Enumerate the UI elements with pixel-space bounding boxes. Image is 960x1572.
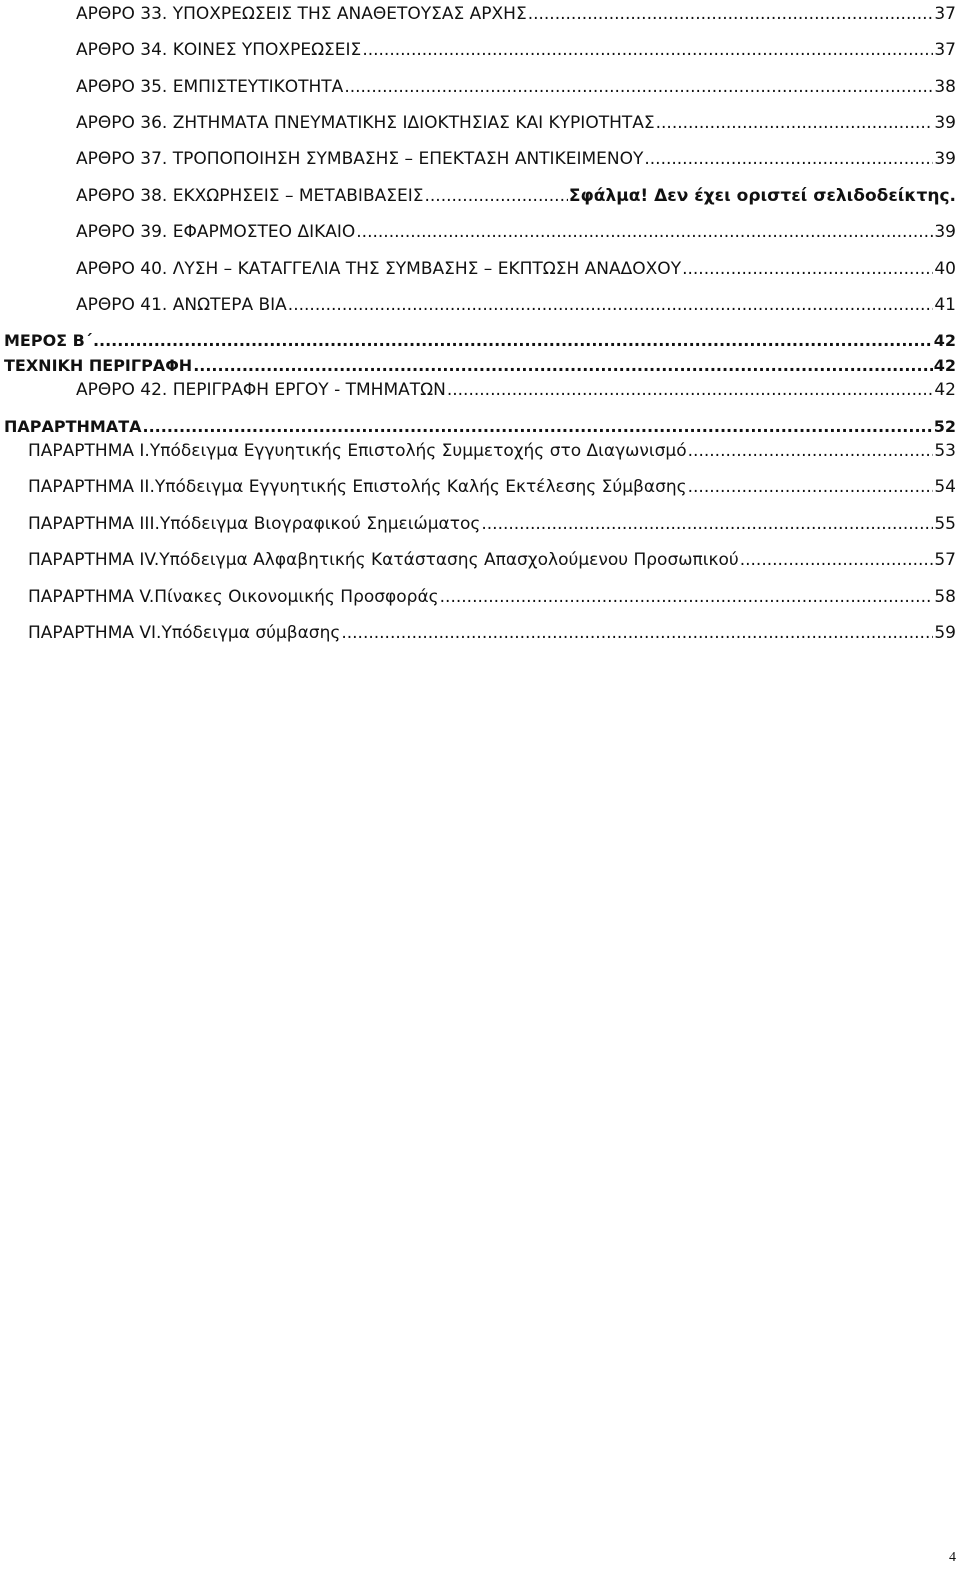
toc-entry[interactable] (76, 113, 956, 133)
toc-title: ΑΡΘΡΟ 36. ΖΗΤΗΜΑΤΑ ΠΝΕΥΜΑΤΙΚΗΣ ΙΔΙΟΚΤΗΣΙΑΣ ΚΑΙ ΚΥΡΙΟΤΗΤΑΣ (76, 113, 655, 133)
appendix-number: ΠΑΡΑΡΤΗΜΑ III. (28, 514, 160, 534)
dot-leader (440, 587, 934, 607)
dot-leader (656, 113, 934, 133)
dot-leader (362, 40, 933, 60)
dot-leader (644, 149, 933, 169)
toc-entry[interactable] (76, 295, 956, 315)
toc-page: 59 (934, 623, 956, 643)
toc-page: 41 (934, 295, 956, 315)
dot-leader (356, 222, 933, 242)
toc-entry[interactable] (28, 441, 956, 461)
dot-leader (193, 356, 933, 376)
dot-leader (682, 259, 933, 279)
toc-entry[interactable] (76, 4, 956, 24)
appendix-number: ΠΑΡΑΡΤΗΜΑ IV. (28, 550, 160, 570)
toc-title: Υπόδειγμα σύμβασης (161, 623, 341, 643)
dot-leader (447, 380, 934, 400)
appendix-number: ΠΑΡΑΡΤΗΜΑ V. (28, 587, 155, 607)
toc-entry[interactable] (28, 623, 956, 643)
toc-title: ΤΕΧΝΙΚΗ ΠΕΡΙΓΡΑΦΗ (4, 356, 193, 375)
dot-leader (688, 441, 934, 461)
dot-leader (481, 514, 933, 534)
toc-entry[interactable] (76, 222, 956, 242)
appendix-number: ΠΑΡΑΡΤΗΜΑ VI. (28, 623, 162, 643)
toc-title: Υπόδειγμα Αλφαβητικής Κατάστασης Απασχολούμενου Προσωπικού (159, 550, 739, 570)
appendix-number: ΠΑΡΑΡΤΗΜΑ II. (28, 477, 155, 497)
toc-page: 42 (933, 356, 956, 375)
toc-page: 39 (934, 222, 956, 242)
toc-page: 39 (934, 149, 956, 169)
toc-page: 53 (934, 441, 956, 461)
dot-leader (424, 186, 567, 206)
toc-page: 42 (933, 331, 956, 350)
toc-title: Υπόδειγμα Βιογραφικού Σημειώματος (159, 514, 481, 534)
toc-title: ΑΡΘΡΟ 33. ΥΠΟΧΡΕΩΣΕΙΣ ΤΗΣ ΑΝΑΘΕΤΟΥΣΑΣ ΑΡΧΗΣ (76, 4, 527, 24)
dot-leader (344, 77, 933, 97)
toc-entry[interactable] (76, 149, 956, 169)
toc-entry[interactable] (28, 514, 956, 534)
toc-page: 54 (934, 477, 956, 497)
toc-page: 39 (934, 113, 956, 133)
toc-page: 37 (934, 40, 956, 60)
toc-page: 55 (934, 514, 956, 534)
toc-title: Υπόδειγμα Εγγυητικής Επιστολής Καλής Εκτέλεσης Σύμβασης (154, 477, 687, 497)
toc-title: ΑΡΘΡΟ 41. ΑΝΩΤΕΡΑ ΒΙΑ (76, 295, 287, 315)
toc-title: ΑΡΘΡΟ 40. ΛΥΣΗ – ΚΑΤΑΓΓΕΛΙΑ ΤΗΣ ΣΥΜΒΑΣΗΣ – ΕΚΠΤΩΣΗ ΑΝΑΔΟΧΟΥ (76, 259, 682, 279)
toc-title: ΑΡΘΡΟ 37. ΤΡΟΠΟΠΟΙΗΣΗ ΣΥΜΒΑΣΗΣ – ΕΠΕΚΤΑΣΗ ΑΝΤΙΚΕΙΜΕΝΟΥ (76, 149, 644, 169)
dot-leader (740, 550, 934, 570)
toc-title: ΠΑΡΑΡΤΗΜΑΤΑ (4, 417, 142, 436)
toc-entry[interactable] (76, 259, 956, 279)
toc-entry[interactable] (76, 186, 956, 206)
toc-title: ΑΡΘΡΟ 42. ΠΕΡΙΓΡΑΦΗ ΕΡΓΟΥ - ΤΜΗΜΑΤΩΝ (76, 380, 446, 400)
toc-entry[interactable] (76, 380, 956, 400)
dot-leader (688, 477, 934, 497)
dot-leader (93, 331, 933, 351)
toc-page: 57 (934, 550, 956, 570)
toc-title: ΜΕΡΟΣ Β΄ (4, 331, 92, 350)
toc-bookmark-error: Σφάλμα! Δεν έχει οριστεί σελιδοδείκτης. (568, 186, 956, 206)
dot-leader (143, 417, 933, 437)
dot-leader (341, 623, 933, 643)
toc-page: 40 (934, 259, 956, 279)
toc-entry[interactable] (28, 587, 956, 607)
toc-entry[interactable] (28, 550, 956, 570)
toc-title: ΑΡΘΡΟ 38. ΕΚΧΩΡΗΣΕΙΣ – ΜΕΤΑΒΙΒΑΣΕΙΣ (76, 186, 424, 206)
toc-page: 37 (934, 4, 956, 24)
toc-page: 52 (933, 417, 956, 436)
toc-entry[interactable] (76, 77, 956, 97)
appendix-number: ΠΑΡΑΡΤΗΜΑ I. (28, 441, 150, 461)
toc-page: 42 (934, 380, 956, 400)
toc-page: 38 (934, 77, 956, 97)
toc-entry[interactable] (4, 356, 956, 376)
toc-entry[interactable] (76, 40, 956, 60)
toc-entry[interactable] (4, 417, 956, 437)
dot-leader (288, 295, 934, 315)
toc-title: Υπόδειγμα Εγγυητικής Επιστολής Συμμετοχής στο Διαγωνισμό (149, 441, 687, 461)
toc-entry[interactable] (4, 331, 956, 351)
toc-title: ΑΡΘΡΟ 35. ΕΜΠΙΣΤΕΥΤΙΚΟΤΗΤΑ (76, 77, 344, 97)
dot-leader (528, 4, 934, 24)
toc-title: ΑΡΘΡΟ 39. ΕΦΑΡΜΟΣΤΕΟ ΔΙΚΑΙΟ (76, 222, 356, 242)
toc-title: Πίνακες Οικονομικής Προσφοράς (154, 587, 439, 607)
toc-title: ΑΡΘΡΟ 34. ΚΟΙΝΕΣ ΥΠΟΧΡΕΩΣΕΙΣ (76, 40, 362, 60)
page-number: 4 (949, 1550, 956, 1565)
toc-page: 58 (934, 587, 956, 607)
toc-entry[interactable] (28, 477, 956, 497)
